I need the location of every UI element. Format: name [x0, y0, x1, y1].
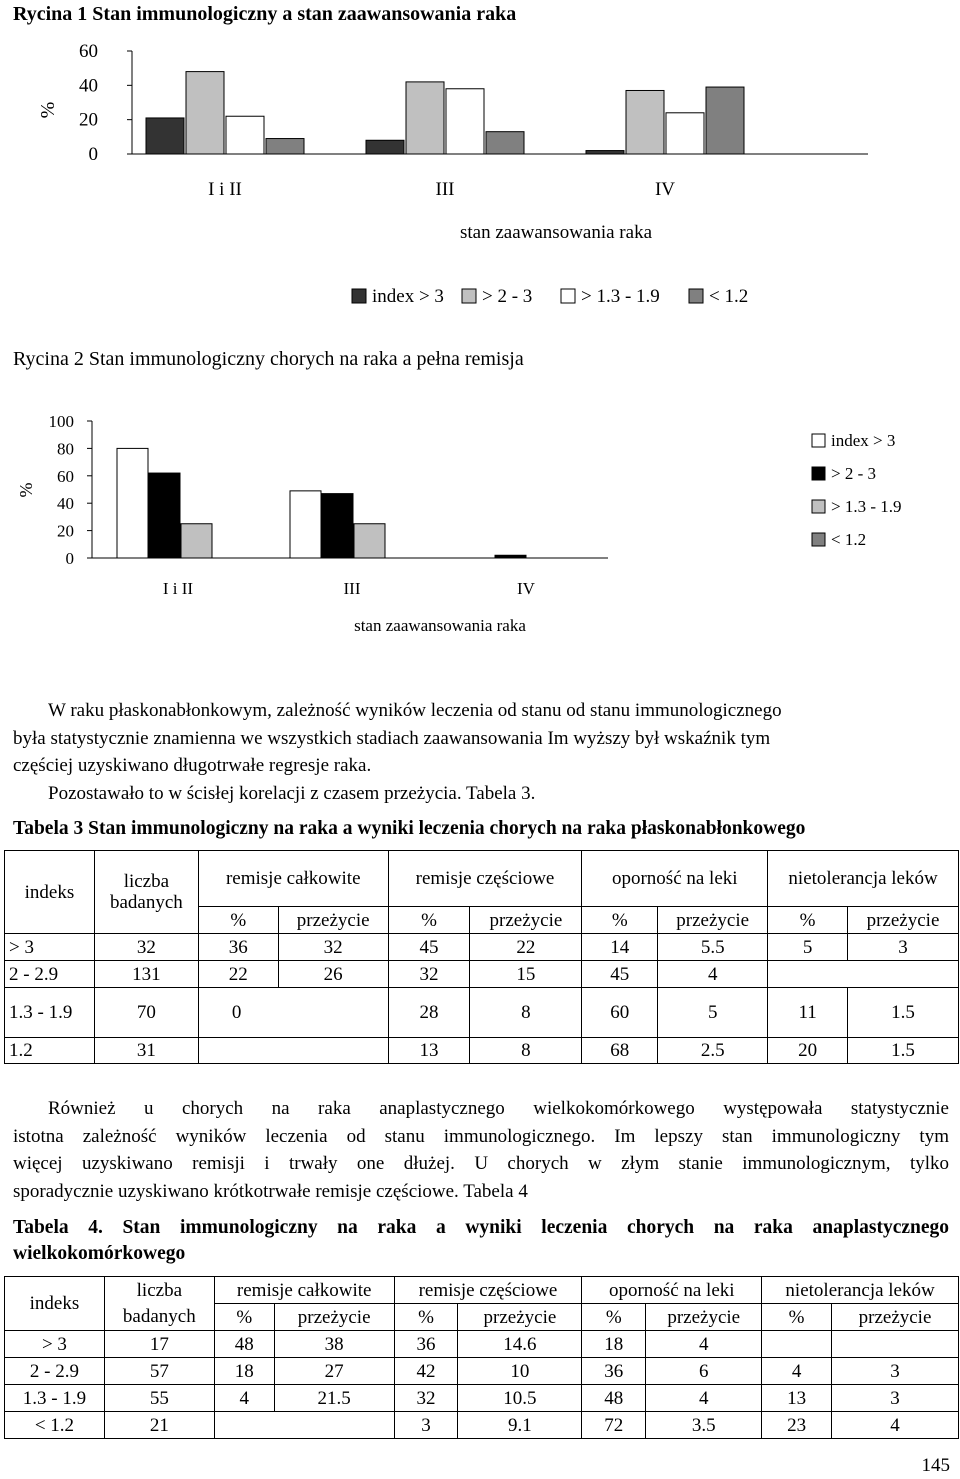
- table4-caption-line1: Tabela 4. Stan immunologiczny na raka a wyniki leczenia chorych na raka anaplastycznego: [13, 1217, 949, 1238]
- y-tick-label: 80: [57, 439, 74, 459]
- t3-h-pct: %: [388, 907, 470, 934]
- t3-cell: 15: [470, 961, 582, 988]
- figure1-caption: Rycina 1 Stan immunologiczny a stan zaawansowania raka: [13, 3, 517, 25]
- t4-h-liczba: liczba: [104, 1277, 214, 1304]
- t3-cell: 45: [388, 934, 470, 961]
- bar: [186, 72, 224, 154]
- t4-h-pct: %: [582, 1304, 646, 1331]
- t4-cell: < 1.2: [5, 1412, 105, 1439]
- t4-cell: 72: [582, 1412, 646, 1439]
- x-category-label: IV: [517, 579, 535, 598]
- t3-cell: 8: [470, 988, 582, 1038]
- t4-cell: [832, 1331, 959, 1358]
- t3-cell: 2 - 2.9: [5, 961, 95, 988]
- bar: [706, 87, 744, 154]
- t4-cell: 4: [762, 1358, 832, 1385]
- t4-cell: 13: [762, 1385, 832, 1412]
- para2-line3: więcej uzyskiwano remisji i trwały one dłużej. U chorych w złym stanie immunologicznym, tylko: [13, 1153, 949, 1174]
- y-tick-label: 100: [48, 412, 74, 431]
- t3-cell: 20: [768, 1038, 848, 1064]
- t4-cell: 38: [274, 1331, 394, 1358]
- legend-label: index > 3: [372, 286, 444, 307]
- bar: [322, 494, 353, 558]
- t3-cell: 28: [388, 988, 470, 1038]
- table4-caption: [13, 1215, 949, 1267]
- t4-cell: 21.5: [274, 1385, 394, 1412]
- y-tick-label: 0: [88, 144, 98, 165]
- t3-cell: 32: [388, 961, 470, 988]
- t4-h-przezycie: przeżycie: [274, 1304, 394, 1331]
- t4-cell: 36: [394, 1331, 458, 1358]
- bar: [446, 89, 484, 154]
- t4-cell: 48: [214, 1331, 274, 1358]
- t4-cell: 55: [104, 1385, 214, 1412]
- t3-h-pct: %: [768, 907, 848, 934]
- bar: [354, 524, 385, 558]
- fig2-ylabel: %: [16, 482, 36, 498]
- bar: [626, 90, 664, 154]
- t3-cell: 31: [94, 1038, 198, 1064]
- t4-cell: 4: [646, 1385, 762, 1412]
- t3-cell: 5.5: [658, 934, 768, 961]
- t3-cell: 3: [848, 934, 959, 961]
- legend-swatch: [812, 434, 825, 447]
- legend-swatch: [812, 467, 825, 480]
- legend-swatch: [561, 289, 575, 303]
- bar: [366, 140, 404, 154]
- x-category-label: I i II: [162, 579, 194, 598]
- t3-h-remisje-czesciowe: remisje częściowe: [388, 851, 582, 907]
- bar: [226, 116, 264, 154]
- t3-empty: [768, 961, 959, 988]
- figure2-caption: Rycina 2 Stan immunologiczny chorych na raka a pełna remisja: [13, 348, 524, 370]
- t4-cell: 42: [394, 1358, 458, 1385]
- legend-label: > 2 - 3: [831, 464, 876, 483]
- t3-cell: 1.5: [848, 988, 959, 1038]
- t4-h-remisje-calkowite: remisje całkowite: [214, 1277, 394, 1304]
- table-row: [5, 1412, 959, 1439]
- bar: [586, 151, 624, 154]
- table-row: [5, 1358, 959, 1385]
- t4-cell: 4: [214, 1385, 274, 1412]
- para2-line1: Również u chorych na raka anaplastycznego wielkokomórkowego występowała statystycznie: [48, 1098, 949, 1119]
- t4-h-przezycie: przeżycie: [832, 1304, 959, 1331]
- t4-cell: 4: [646, 1331, 762, 1358]
- t3-cell: 0: [198, 988, 388, 1038]
- legend-label: > 2 - 3: [482, 286, 533, 307]
- t4-empty: [214, 1412, 394, 1439]
- t4-cell: 9.1: [458, 1412, 582, 1439]
- t4-cell: 3: [394, 1412, 458, 1439]
- t3-cell: 8: [470, 1038, 582, 1064]
- table-row: [5, 1038, 959, 1064]
- t3-cell: 32: [278, 934, 388, 961]
- bar: [666, 113, 704, 154]
- bar: [117, 448, 148, 558]
- bar: [495, 555, 526, 558]
- figure2-chart: [0, 400, 960, 650]
- t4-cell: 21: [104, 1412, 214, 1439]
- legend-swatch: [689, 289, 703, 303]
- t3-cell: 1.2: [5, 1038, 95, 1064]
- table-row: [5, 988, 959, 1038]
- fig2-xlabel: stan zaawansowania raka: [354, 616, 526, 635]
- legend-swatch: [812, 533, 825, 546]
- y-tick-label: 20: [79, 109, 98, 131]
- t3-cell: 13: [388, 1038, 470, 1064]
- t3-cell: 5: [658, 988, 768, 1038]
- t3-h-pct: %: [198, 907, 278, 934]
- t4-h-pct: %: [762, 1304, 832, 1331]
- bar: [181, 524, 212, 558]
- t3-h-przezycie: przeżycie: [658, 907, 768, 934]
- t3-h-liczba: liczba badanych: [94, 851, 198, 934]
- t4-cell: 23: [762, 1412, 832, 1439]
- bar: [486, 132, 524, 154]
- t3-cell: 1.5: [848, 1038, 959, 1064]
- t3-h-opornosc: oporność na leki: [582, 851, 768, 907]
- t3-cell: 11: [768, 988, 848, 1038]
- t3-cell: 5: [768, 934, 848, 961]
- t3-h-nietolerancja: nietolerancja leków: [768, 851, 959, 907]
- t4-cell: 1.3 - 1.9: [5, 1385, 105, 1412]
- t4-cell: 3.5: [646, 1412, 762, 1439]
- t4-h-przezycie: przeżycie: [458, 1304, 582, 1331]
- t4-h-badanych: badanych: [104, 1304, 214, 1331]
- y-tick-label: 40: [79, 75, 98, 97]
- t4-h-indeks: indeks: [5, 1277, 105, 1331]
- t3-h-remisje-calkowite: remisje całkowite: [198, 851, 388, 907]
- t4-cell: 17: [104, 1331, 214, 1358]
- y-tick-label: 0: [65, 549, 74, 568]
- legend-swatch: [462, 289, 476, 303]
- para1-line1: W raku płaskonabłonkowym, zależność wyników leczenia od stanu od stanu immunologicznego: [48, 700, 782, 721]
- t3-cell: 22: [198, 961, 278, 988]
- fig1-xlabel: stan zaawansowania raka: [459, 222, 653, 243]
- t3-cell: 26: [278, 961, 388, 988]
- para2-line2: istotna zależność wyników leczenia od stanu immunologicznego. Im lepszy stan immunologiczny tym: [13, 1125, 949, 1147]
- fig1-ylabel: %: [37, 101, 59, 119]
- legend-label: < 1.2: [709, 286, 749, 307]
- table3: [4, 850, 959, 1064]
- table4: [4, 1276, 959, 1439]
- y-tick-label: 20: [57, 521, 74, 541]
- t3-cell: 22: [470, 934, 582, 961]
- t3-cell: 131: [94, 961, 198, 988]
- t4-cell: 14.6: [458, 1331, 582, 1358]
- t3-cell: 14: [582, 934, 658, 961]
- t3-cell: 68: [582, 1038, 658, 1064]
- t4-cell: 10.5: [458, 1385, 582, 1412]
- t4-cell: 27: [274, 1358, 394, 1385]
- legend-label: > 1.3 - 1.9: [831, 497, 902, 516]
- t4-h-remisje-czesciowe: remisje częściowe: [394, 1277, 582, 1304]
- t4-cell: 32: [394, 1385, 458, 1412]
- legend-label: < 1.2: [831, 530, 867, 549]
- t4-cell: 3: [832, 1385, 959, 1412]
- t3-cell: 2.5: [658, 1038, 768, 1064]
- para1-line3: częściej uzyskiwano długotrwałe regresje raka.: [13, 755, 372, 776]
- table-row: [5, 1385, 959, 1412]
- t4-h-przezycie: przeżycie: [646, 1304, 762, 1331]
- page-number: 145: [921, 1455, 950, 1476]
- t3-cell: > 3: [5, 934, 95, 961]
- table4-caption-line2: wielkokomórkowego: [13, 1243, 186, 1264]
- x-category-label: I i II: [208, 179, 242, 200]
- t4-cell: 18: [214, 1358, 274, 1385]
- t4-cell: 2 - 2.9: [5, 1358, 105, 1385]
- y-tick-label: 60: [79, 41, 98, 62]
- t3-cell: 1.3 - 1.9: [5, 988, 95, 1038]
- legend-swatch: [812, 500, 825, 513]
- t3-h-przezycie: przeżycie: [278, 907, 388, 934]
- t4-cell: 6: [646, 1358, 762, 1385]
- t3-empty: [198, 1038, 388, 1064]
- t3-cell: 60: [582, 988, 658, 1038]
- x-category-label: III: [343, 579, 361, 598]
- t4-cell: 48: [582, 1385, 646, 1412]
- t4-h-pct: %: [214, 1304, 274, 1331]
- table3-caption: Tabela 3 Stan immunologiczny na raka a wyniki leczenia chorych na raka płaskonabłonkowego: [13, 818, 806, 839]
- figure1-chart: [0, 30, 960, 315]
- table-row: [5, 961, 959, 988]
- bar: [406, 82, 444, 154]
- paragraph-2: [13, 1095, 949, 1205]
- table-row: [5, 1331, 959, 1358]
- t4-cell: 4: [832, 1412, 959, 1439]
- t4-cell: 57: [104, 1358, 214, 1385]
- bar: [290, 491, 321, 558]
- x-category-label: III: [435, 179, 455, 200]
- legend-label: > 1.3 - 1.9: [581, 286, 660, 307]
- t3-cell: 36: [198, 934, 278, 961]
- t3-cell: 4: [658, 961, 768, 988]
- t3-h-pct: %: [582, 907, 658, 934]
- t4-h-opornosc: oporność na leki: [582, 1277, 762, 1304]
- para2-line4: sporadycznie uzyskiwano krótkotrwałe remisje częściowe. Tabela 4: [13, 1180, 528, 1202]
- paragraph-1: [13, 697, 949, 807]
- t3-h-przezycie: przeżycie: [848, 907, 959, 934]
- y-tick-label: 60: [57, 466, 74, 486]
- bar: [149, 473, 180, 558]
- bar: [266, 139, 304, 154]
- t3-cell: 70: [94, 988, 198, 1038]
- t3-h-indeks: indeks: [5, 851, 95, 934]
- table-row: [5, 934, 959, 961]
- para1-line4: Pozostawało to w ścisłej korelacji z czasem przeżycia. Tabela 3.: [48, 782, 536, 804]
- bar: [146, 118, 184, 154]
- t3-cell: 45: [582, 961, 658, 988]
- t4-cell: [762, 1331, 832, 1358]
- t3-h-przezycie: przeżycie: [470, 907, 582, 934]
- t4-cell: 10: [458, 1358, 582, 1385]
- t4-h-nietolerancja: nietolerancja leków: [762, 1277, 959, 1304]
- x-category-label: IV: [654, 179, 676, 200]
- y-tick-label: 40: [57, 494, 74, 514]
- t4-cell: > 3: [5, 1331, 105, 1358]
- para1-line2: była statystycznie znamienna we wszystkich stadiach zaawansowania Im wyższy był wskaźnik tym: [13, 727, 771, 749]
- legend-label: index > 3: [831, 431, 896, 450]
- t4-h-pct: %: [394, 1304, 458, 1331]
- legend-swatch: [352, 289, 366, 303]
- t4-cell: 3: [832, 1358, 959, 1385]
- t4-cell: 36: [582, 1358, 646, 1385]
- t3-cell: 32: [94, 934, 198, 961]
- t4-cell: 18: [582, 1331, 646, 1358]
